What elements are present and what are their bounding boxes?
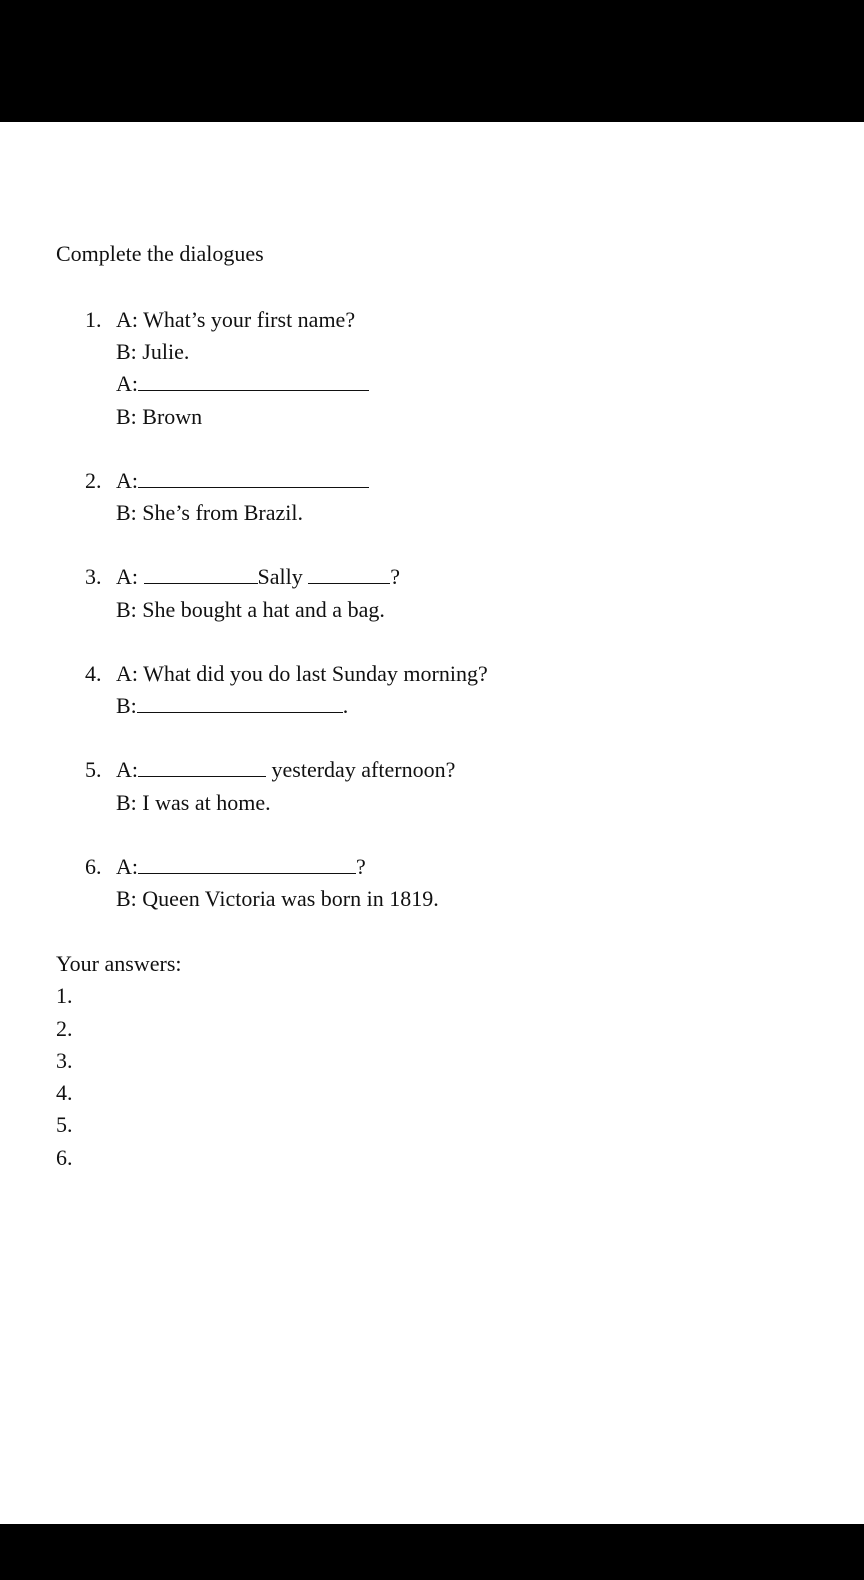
answer-blank[interactable] (138, 756, 266, 777)
dialogue-line: A: What’s your first name? (116, 307, 356, 332)
dialogue-line-with-blank (116, 692, 348, 720)
dialogue-middle-text: Sally (257, 564, 309, 589)
top-black-bar (0, 0, 864, 122)
speaker-prefix: A: (116, 371, 138, 396)
dialogue-line: A: What did you do last Sunday morning? (116, 661, 488, 686)
dialogue-line: B: Queen Victoria was born in 1819. (116, 886, 439, 911)
answer-blank[interactable] (138, 467, 369, 488)
answer-blank[interactable] (138, 370, 369, 391)
answer-blank[interactable] (137, 692, 343, 713)
dialogue-line: B: She bought a hat and a bag. (116, 597, 385, 622)
dialogue-line-with-blank (116, 563, 400, 591)
dialogue-line: B: She’s from Brazil. (116, 500, 303, 525)
dialogue-suffix: ? (356, 854, 366, 879)
speaker-prefix: A: (116, 564, 144, 589)
exercise-number: 2. (85, 468, 102, 493)
speaker-prefix: A: (116, 854, 138, 879)
dialogue-line-with-blank (116, 370, 369, 398)
speaker-prefix: A: (116, 757, 138, 782)
bottom-black-bar (0, 1524, 864, 1580)
answer-number: 5. (56, 1112, 73, 1137)
speaker-prefix: A: (116, 468, 138, 493)
exercise-number: 4. (85, 661, 102, 686)
dialogue-line-with-blank (116, 467, 369, 495)
exercise-number: 5. (85, 757, 102, 782)
answer-blank[interactable] (138, 853, 356, 874)
answer-number: 6. (56, 1145, 73, 1170)
dialogue-line: B: Brown (116, 404, 203, 429)
answer-number: 4. (56, 1080, 73, 1105)
answer-blank[interactable] (308, 563, 390, 584)
answer-number: 1. (56, 983, 73, 1008)
answer-number: 3. (56, 1048, 73, 1073)
answers-heading: Your answers: (56, 951, 182, 976)
dialogue-suffix: . (342, 693, 349, 718)
dialogue-line-with-blank (116, 853, 366, 881)
answer-blank[interactable] (144, 563, 258, 584)
worksheet-title: Complete the dialogues (56, 241, 264, 266)
dialogue-line: B: Julie. (116, 339, 190, 364)
dialogue-line: B: I was at home. (116, 790, 271, 815)
dialogue-suffix: ? (390, 564, 400, 589)
dialogue-suffix: yesterday afternoon? (266, 757, 456, 782)
exercise-number: 3. (85, 564, 102, 589)
worksheet-page (0, 122, 864, 1524)
answer-number: 2. (56, 1016, 73, 1041)
dialogue-line-with-blank (116, 756, 455, 784)
exercise-number: 1. (85, 307, 102, 332)
speaker-prefix: B: (116, 693, 137, 718)
exercise-number: 6. (85, 854, 102, 879)
